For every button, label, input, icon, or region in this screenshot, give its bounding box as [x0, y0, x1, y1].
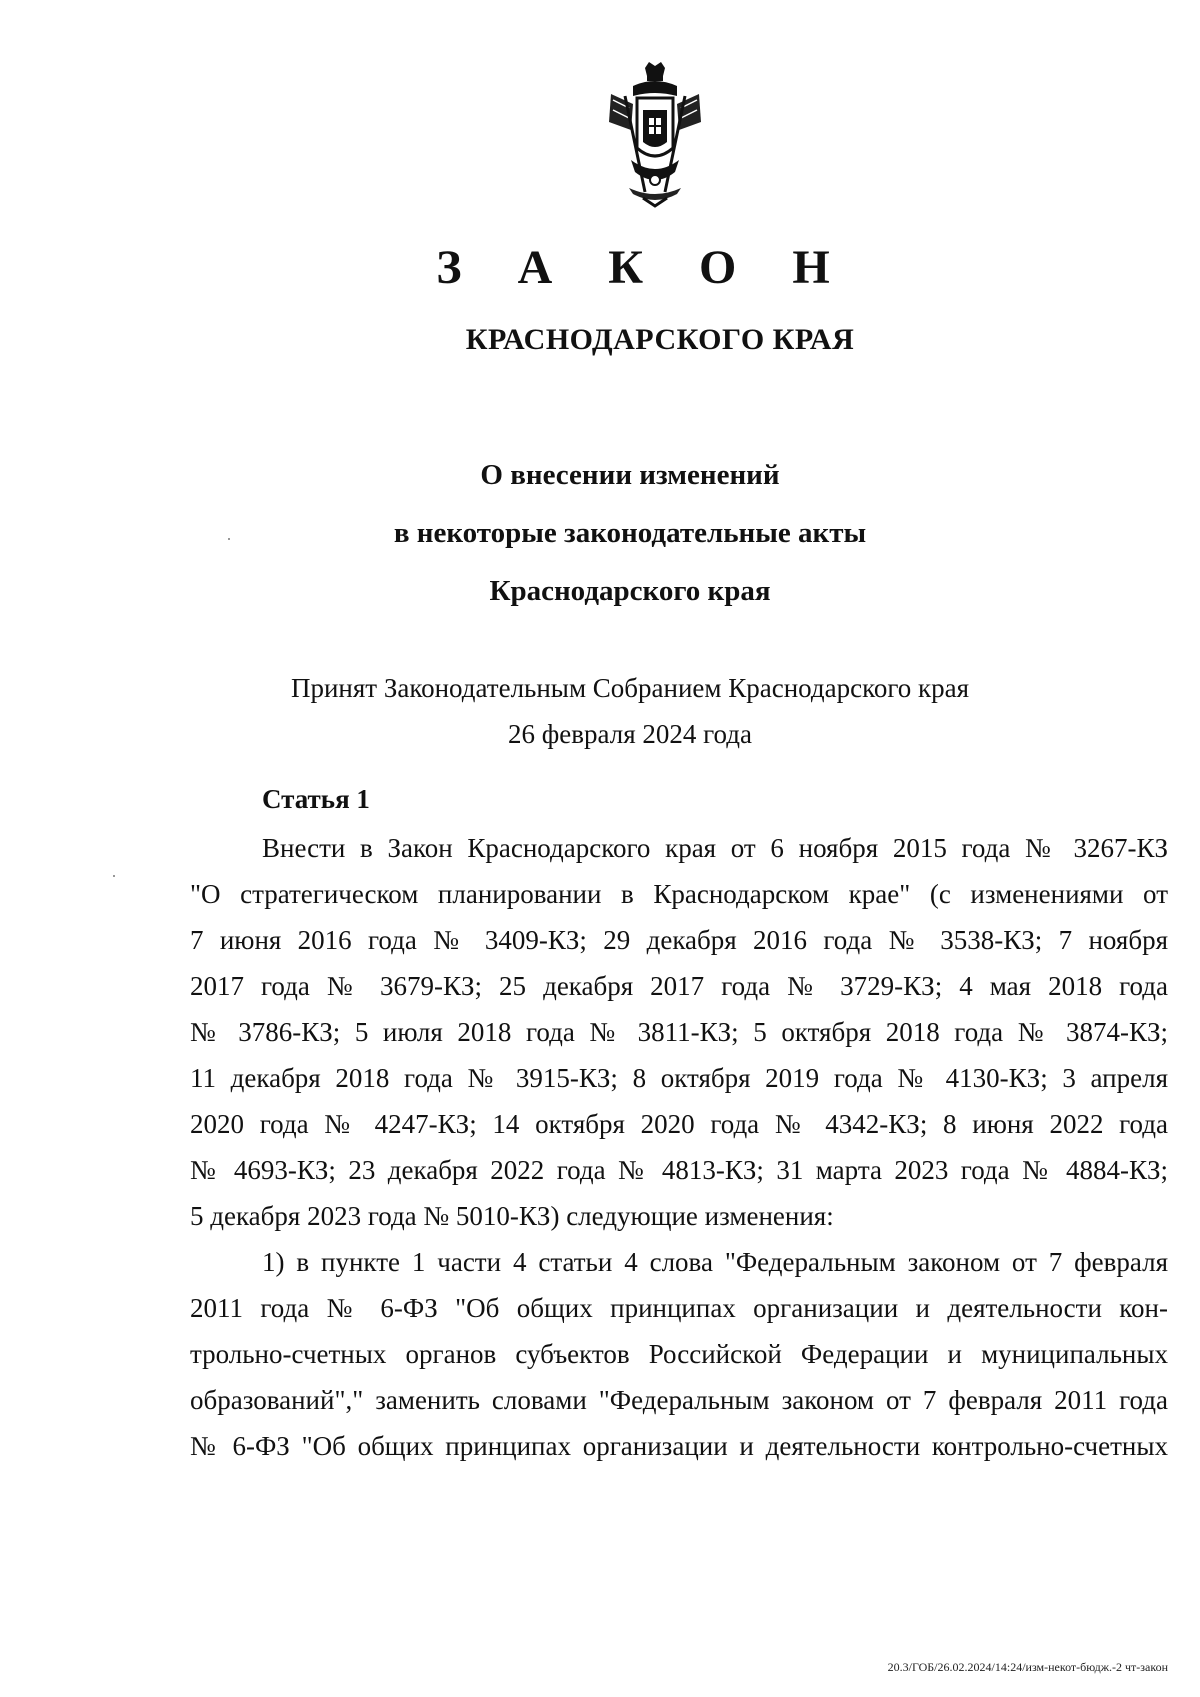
article-text-line: Внести в Закон Краснодарского края от 6 ноября 2015 года № 3267-КЗ [262, 833, 1168, 863]
adoption-date: 26 февраля 2024 года [508, 719, 752, 749]
law-name-line: Краснодарского края [489, 575, 771, 607]
article-text-line: 2017 года № 3679-КЗ; 25 декабря 2017 года № 3729-КЗ; 4 мая 2018 года [190, 971, 1168, 1001]
article-text-line: 2020 года № 4247-КЗ; 14 октября 2020 года № 4342-КЗ; 8 июня 2022 года [190, 1109, 1168, 1139]
document-stamp: 20.3/ГОБ/26.02.2024/14:24/изм-некот-бюдж.-2 чт-закон [887, 1660, 1168, 1674]
scan-speck [228, 538, 230, 540]
law-name-line: в некоторые законодательные акты [393, 517, 867, 549]
article-text-line: № 6-ФЗ "Об общих принципах организации и деятельности контрольно-счетных [190, 1431, 1168, 1461]
adoption-line: Принят Законодательным Собранием Краснодарского края [290, 673, 970, 703]
article-text-line: 1) в пункте 1 части 4 статьи 4 слова "Федеральным законом от 7 февраля [262, 1247, 1168, 1277]
document-title: З А К О Н [436, 241, 852, 294]
article-heading: Статья 1 [262, 784, 370, 814]
law-name-line: О внесении изменений [480, 459, 780, 491]
adoption-note [0, 665, 1200, 757]
article-text-line: 7 июня 2016 года № 3409-КЗ; 29 декабря 2016 года № 3538-КЗ; 7 ноября [190, 925, 1168, 955]
document-subtitle: КРАСНОДАРСКОГО КРАЯ [465, 323, 855, 356]
article-text-line: "О стратегическом планировании в Краснодарском крае" (с изменениями от [190, 879, 1168, 909]
article-text-line: № 4693-КЗ; 23 декабря 2022 года № 4813-КЗ; 31 марта 2023 года № 4884-КЗ; [190, 1155, 1168, 1185]
article-text-line: образований"," заменить словами "Федеральным законом от 7 февраля 2011 года [190, 1385, 1168, 1415]
article-text-line: 5 декабря 2023 года № 5010-КЗ) следующие изменения: [190, 1201, 834, 1231]
law-name [0, 446, 1200, 620]
coat-of-arms-icon [603, 60, 707, 210]
scan-speck [113, 875, 115, 877]
article-text-line: трольно-счетных органов субъектов Российской Федерации и муниципальных [190, 1339, 1168, 1369]
article-text-line: 11 декабря 2018 года № 3915-КЗ; 8 октября 2019 года № 4130-КЗ; 3 апреля [190, 1063, 1168, 1093]
article-text-line: 2011 года № 6-ФЗ "Об общих принципах организации и деятельности кон- [190, 1293, 1168, 1323]
article-text-line: № 3786-КЗ; 5 июля 2018 года № 3811-КЗ; 5 октября 2018 года № 3874-КЗ; [190, 1017, 1168, 1047]
